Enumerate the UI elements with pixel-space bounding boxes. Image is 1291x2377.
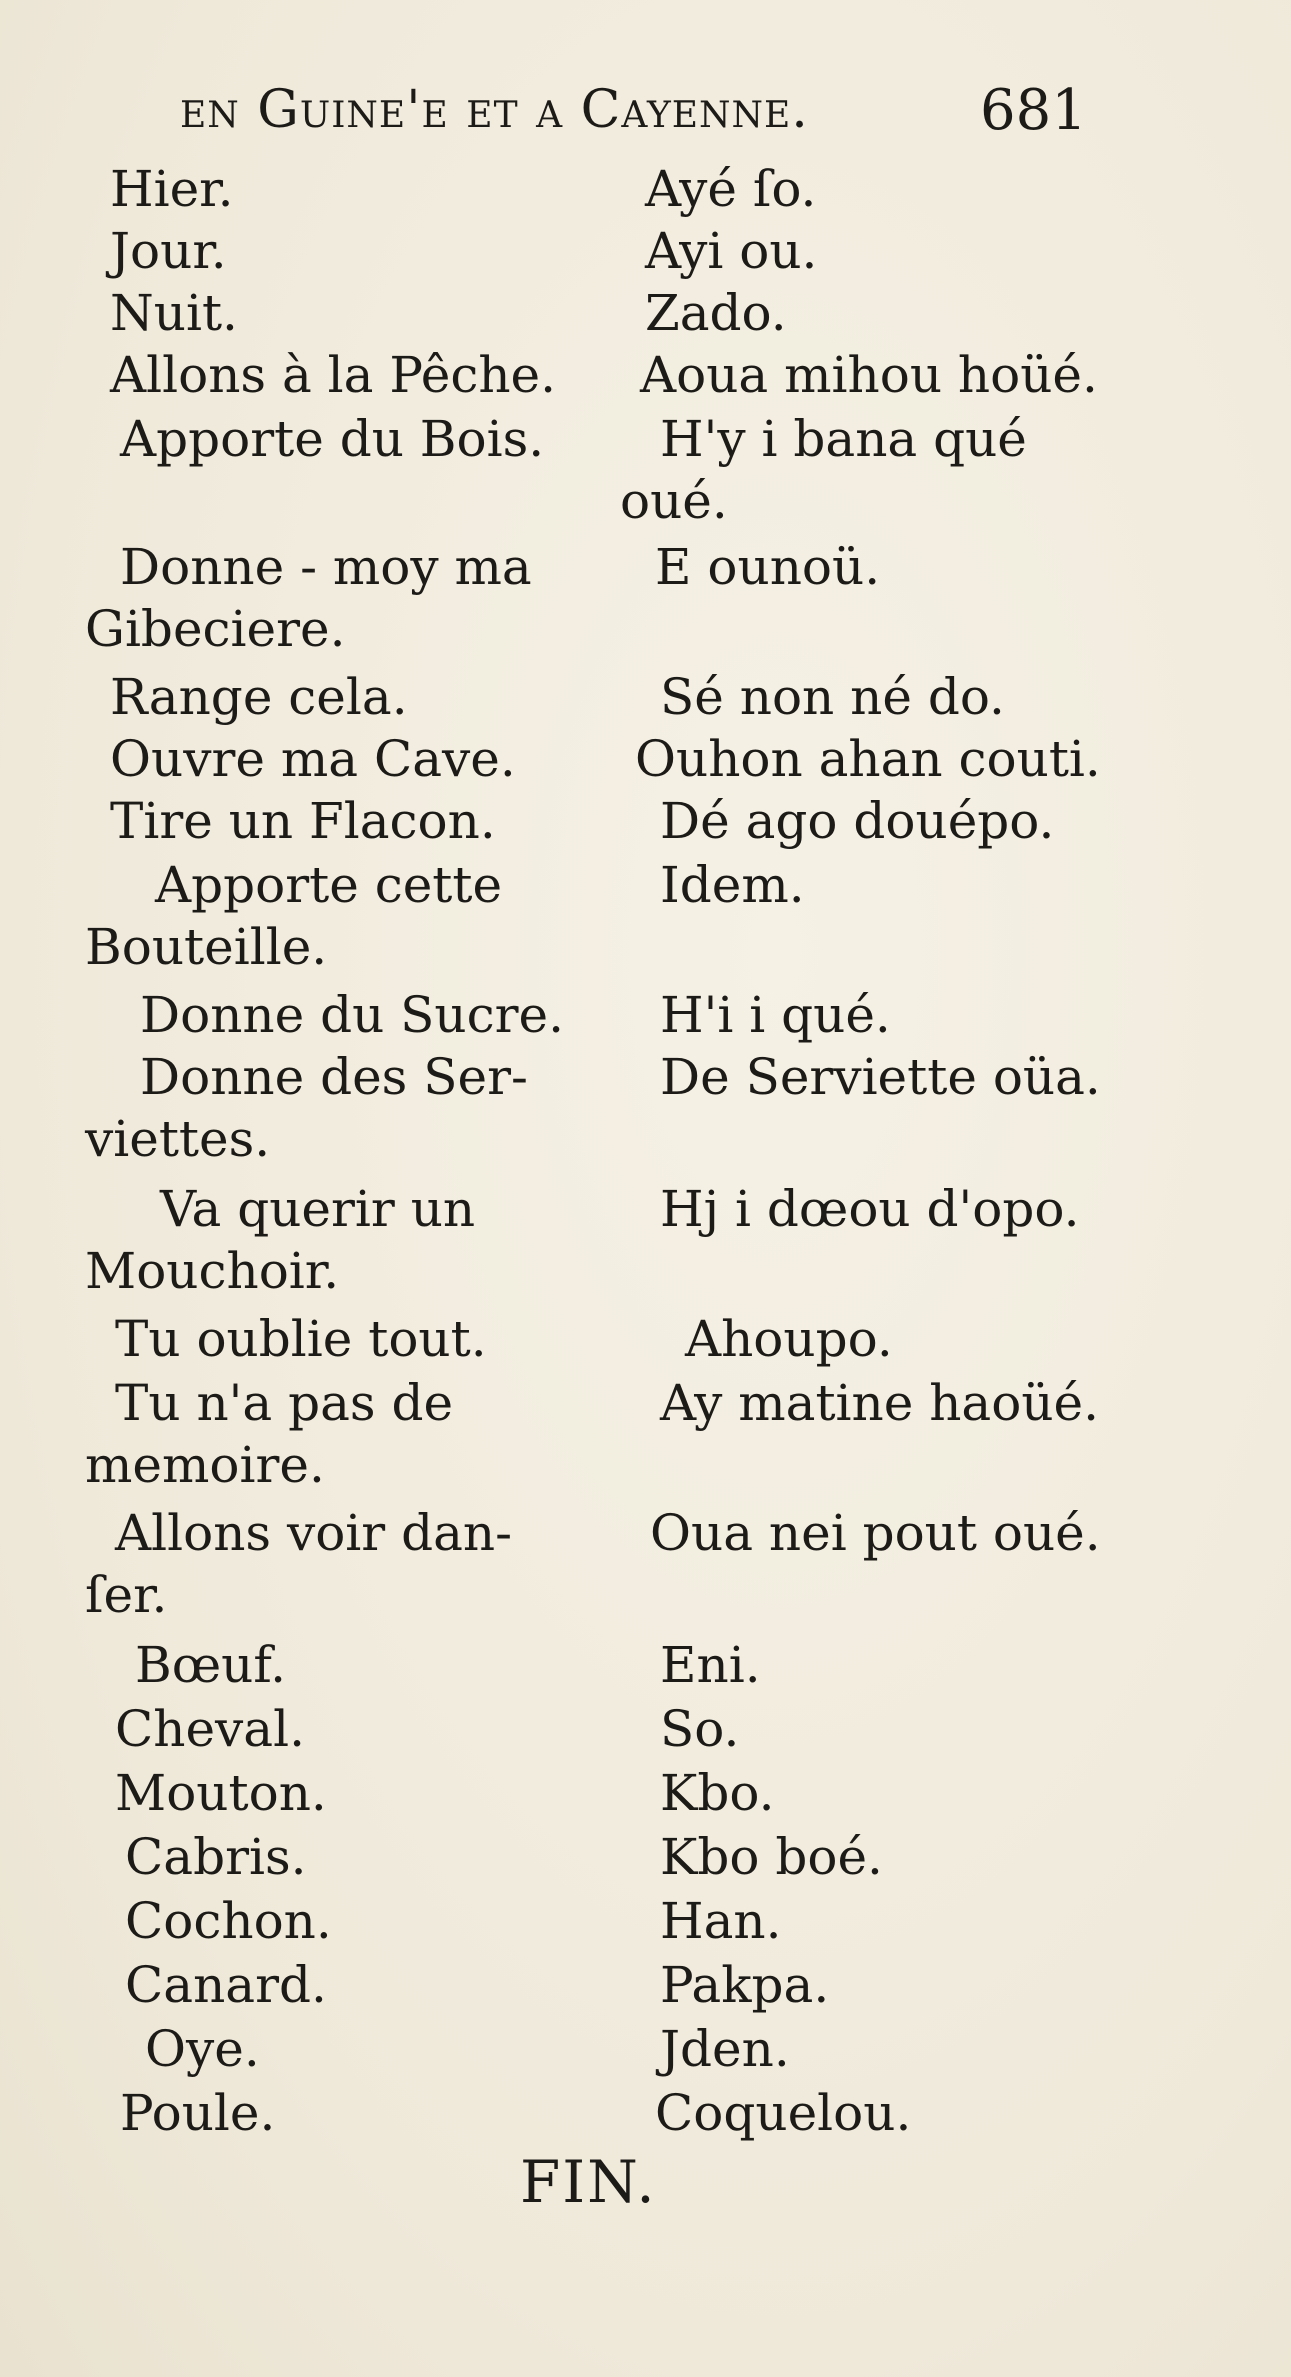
native-entry: Sé non né do. [660,668,1005,726]
native-entry: Ouhon ahan couti. [635,730,1101,788]
native-entry: Ayé ſo. [645,160,817,218]
native-entry: Idem. [660,856,805,914]
native-column [620,160,1180,2160]
french-entry: Jour. [110,222,227,280]
running-title: en Guine'e et a Cayenne. [180,80,809,140]
native-entry: Han. [660,1892,782,1950]
french-entry-continuation: Bouteille. [85,918,328,976]
native-entry-continuation: oué. [620,472,728,530]
french-entry: Tu oublie tout. [115,1310,487,1368]
french-entry: Poule. [120,2084,276,2142]
french-entry-continuation: viettes. [85,1110,271,1168]
native-entry: Jden. [660,2020,790,2078]
native-entry: Kbo. [660,1764,775,1822]
native-entry: Ayi ou. [645,222,818,280]
native-entry: H'y i bana qué [660,410,1027,468]
native-entry: Ay matine haoüé. [660,1374,1100,1432]
fin-colophon: FIN. [520,2148,657,2216]
french-entry: Tire un Flacon. [110,792,496,850]
native-entry: Dé ago douépo. [660,792,1055,850]
french-entry: Allons à la Pêche. [110,346,557,404]
french-entry-continuation: ſer. [85,1566,168,1624]
french-entry-continuation: memoire. [85,1436,325,1494]
page-number: 681 [980,78,1087,143]
french-entry: Bœuf. [135,1636,287,1694]
french-entry: Va querir un [160,1180,476,1238]
native-entry: Kbo boé. [660,1828,883,1886]
native-entry: So. [660,1700,740,1758]
native-entry: E ounoü. [655,538,881,596]
native-entry: Oua nei pout oué. [650,1504,1101,1562]
french-entry-continuation: Gibeciere. [85,600,346,658]
french-entry: Canard. [125,1956,327,2014]
native-entry: Zado. [645,284,787,342]
french-entry: Donne des Ser- [140,1048,528,1106]
french-entry-continuation: Mouchoir. [85,1242,340,1300]
french-entry: Tu n'a pas de [115,1374,454,1432]
french-entry: Mouton. [115,1764,327,1822]
french-entry: Cabris. [125,1828,307,1886]
french-entry: Cheval. [115,1700,305,1758]
french-entry: Allons voir dan- [115,1504,512,1562]
french-entry: Nuit. [110,284,238,342]
native-entry: Ahoupo. [685,1310,893,1368]
french-entry: Range cela. [110,668,408,726]
page-header [180,72,1110,152]
native-entry: Pakpa. [660,1956,830,2014]
native-entry: Hj i dœou d'opo. [660,1180,1080,1238]
native-entry: De Serviette oüa. [660,1048,1101,1106]
french-column [85,160,605,2160]
french-entry: Donne - moy ma [120,538,532,596]
native-entry: H'i i qué. [660,986,891,1044]
french-entry: Apporte cette [155,856,503,914]
french-entry: Hier. [110,160,234,218]
french-entry: Donne du Sucre. [140,986,565,1044]
native-entry: Eni. [660,1636,761,1694]
french-entry: Ouvre ma Cave. [110,730,516,788]
native-entry: Coquelou. [655,2084,912,2142]
native-entry: Aoua mihou hoüé. [640,346,1098,404]
french-entry: Oye. [145,2020,260,2078]
french-entry: Apporte du Bois. [120,410,545,468]
french-entry: Cochon. [125,1892,332,1950]
